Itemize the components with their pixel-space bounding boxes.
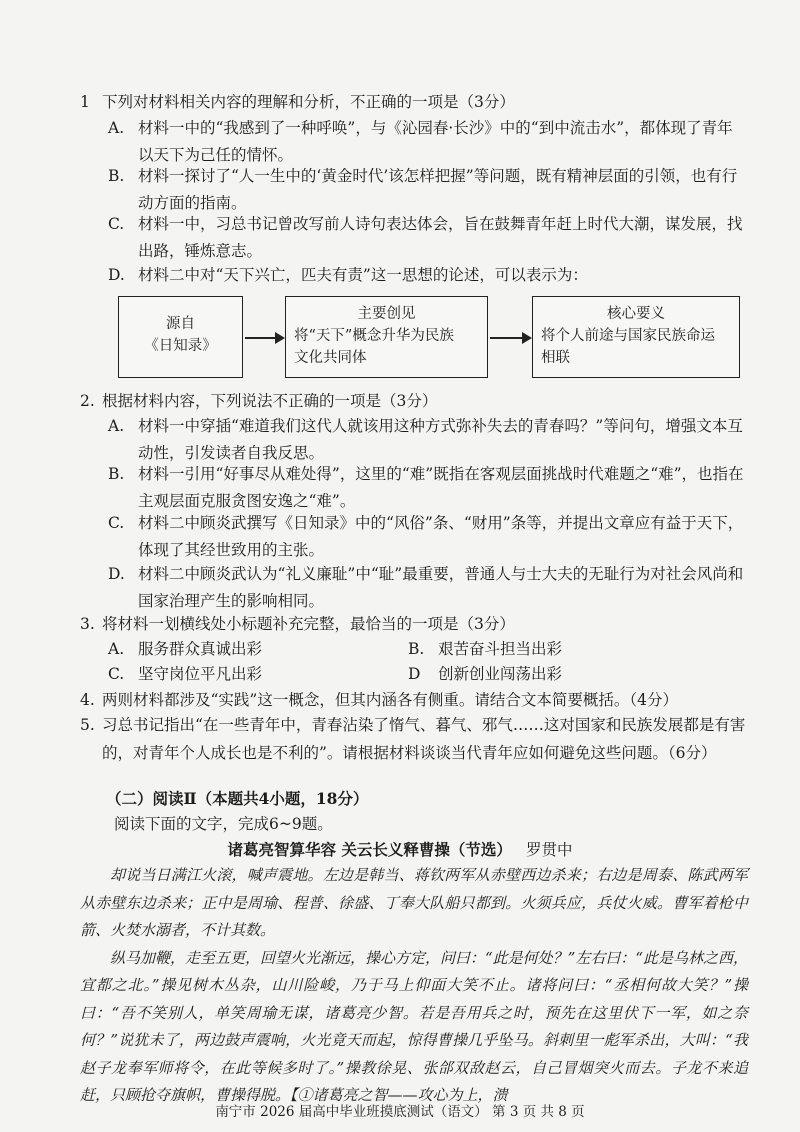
option-a (108, 636, 408, 663)
passage-author: 罗贯中 (525, 841, 573, 859)
question-2 (80, 387, 750, 415)
diagram-box-core (532, 296, 740, 378)
option-d (408, 661, 562, 688)
option-letter: A. (108, 640, 125, 658)
option-letter: C. (108, 665, 125, 683)
option-text: 材料一中，习总书记曾改写前人诗句表达体会，旨在鼓舞青年赶上时代大潮，谋发展，找出路，锤炼意志。 (138, 215, 743, 260)
question-number: 1 (80, 93, 90, 111)
page-footer: 南宁市 2026 届高中毕业班摸底测试（语文） 第 3 页 共 8 页 (215, 1104, 585, 1120)
question-1 (80, 88, 750, 116)
box-line: 相联 (541, 350, 570, 366)
option-letter: C. (108, 215, 125, 233)
question-5 (80, 711, 750, 767)
passage-title-text: 诸葛亮智算华容 关云长义释曹操（节选） (227, 840, 512, 859)
option-letter: B. (408, 640, 425, 658)
option-row (108, 661, 748, 688)
option-text: 艰苦奋斗担当出彩 (438, 640, 563, 658)
option-text: 材料一探讨了“人一生中的‘黄金时代’该怎样把握”等问题，既有精神层面的引领，也有行动方面的指南。 (138, 167, 738, 212)
option-letter: A. (108, 417, 125, 435)
arrow-icon (490, 337, 530, 339)
box-line: 《日知录》 (144, 338, 217, 354)
question-stem: 习总书记指出“在一些青年中，青春沾染了惰气、暮气、邪气……这对国家和民族发展都是有害的，对青年个人成长也是不利的”。请根据材料谈谈当代青年应如何避免这些问题。（6分） (102, 716, 746, 762)
diagram-box-idea (285, 296, 488, 378)
box-line: 将“天下”概念升华为民族 (294, 328, 454, 344)
passage-title (0, 838, 800, 860)
option-letter: A. (108, 119, 125, 137)
option-text: 材料二中顾炎武撰写《日知录》中的“风俗”条、“财用”条等，并提出文章应有益于天下，体现了其经世致用的主张。 (138, 514, 744, 559)
option-letter: B. (108, 167, 125, 185)
box-line: 源自 (166, 316, 195, 332)
option-letter: C. (108, 514, 125, 532)
option-text: 材料一中的“我感到了一种呼唤”，与《沁园春·长沙》中的“到中流击水”，都体现了青年以天下为己任的情怀。 (138, 119, 733, 164)
box-heading: 主要创见 (357, 306, 416, 322)
option-letter: D (408, 665, 421, 683)
option-d (108, 262, 748, 289)
option-a (108, 115, 748, 169)
option-text: 坚守岗位平凡出彩 (138, 665, 263, 683)
question-4 (80, 686, 750, 714)
option-b (108, 163, 748, 217)
question-number: 4. (80, 691, 95, 709)
option-d (108, 561, 748, 615)
option-letter: D. (108, 266, 125, 284)
question-number: 2. (80, 392, 95, 410)
section-heading: （二）阅读Ⅱ（本题共4小题，18分） (106, 789, 369, 808)
option-row (108, 636, 748, 663)
option-a (108, 413, 748, 467)
option-text: 材料一引用“好事尽从难处得”，这里的“难”既指在客观层面挑战时代难题之“难”，也指在主观层面克服贪图安逸之“难”。 (138, 465, 744, 510)
question-stem: 根据材料内容，下列说法不正确的一项是（3分） (102, 392, 438, 410)
option-letter: B. (108, 465, 125, 483)
option-text: 服务群众真诚出彩 (138, 640, 263, 658)
option-text: 创新创业闯荡出彩 (438, 665, 563, 683)
section-instruction: 阅读下面的文字，完成6~9题。 (114, 815, 333, 833)
option-c (108, 510, 748, 564)
option-b (108, 461, 748, 515)
question-number: 3. (80, 615, 95, 633)
passage-paragraph: 纵马加鞭，走至五更，回望火光渐远，操心方定，问曰：“此是何处？”左右曰：“此是乌林之西，宜都之北。”操见树木丛杂，山川险峻，乃于马上仰面大笑不止。诸将问曰：“丞相何故大笑？”操曰：“吾不笑别人，单笑周瑜无谋，诸葛亮少智。若是吾用兵之时，预先在这里伏下一军，如之奈何？”说犹未了，两边鼓声震响，火光竟天而起，惊得曹操几乎坠马。斜刺里一彪军杀出，大叫：“我赵子龙奉军师将令，在此等候多时了。”操教徐晃、张郃双敌赵云，自己冒烟突火而去。子龙不来追赶，只顾抢夺旗帜，曹操得脱。【①诸葛亮之智——攻心为上，溃 (80, 948, 749, 1104)
diagram-box-source (118, 296, 243, 378)
passage-body (80, 862, 748, 1110)
option-letter: D. (108, 565, 125, 583)
question-stem: 下列对材料相关内容的理解和分析，不正确的一项是（3分） (102, 93, 515, 111)
box-heading: 核心要义 (607, 306, 665, 322)
box-line: 文化共同体 (294, 350, 367, 366)
option-text: 材料一中穿插“难道我们这代人就该用这种方式弥补失去的青春吗？”等问句，增强文本互动性，引发读者自我反思。 (138, 417, 743, 462)
option-b (408, 636, 562, 663)
arrow-icon (245, 337, 283, 339)
question-stem: 将材料一划横线处小标题补充完整，最恰当的一项是（3分） (102, 615, 515, 633)
option-c (108, 661, 408, 688)
option-text: 材料二中顾炎武认为“礼义廉耻”中“耻”最重要，普通人与士大夫的无耻行为对社会风尚和国家治理产生的影响相同。 (138, 565, 744, 610)
question-stem: 两则材料都涉及“实践”这一概念，但其内涵各有侧重。请结合文本简要概括。（4分） (102, 691, 678, 709)
question-3 (80, 610, 750, 638)
question-number: 5. (80, 716, 95, 734)
box-line: 将个人前途与国家民族命运 (541, 328, 715, 344)
option-text: 材料二中对“天下兴亡，匹夫有责”这一思想的论述，可以表示为： (138, 266, 588, 284)
option-c (108, 211, 748, 265)
passage-paragraph: 却说当日满江火滚，喊声震地。左边是韩当、蒋钦两军从赤壁西边杀来；右边是周泰、陈武两军从赤壁东边杀来；正中是周瑜、程普、徐盛、丁奉大队船只都到。火须兵应，兵仗火威。曹军着枪中箭、火焚水溺者，不计其数。 (80, 866, 748, 939)
